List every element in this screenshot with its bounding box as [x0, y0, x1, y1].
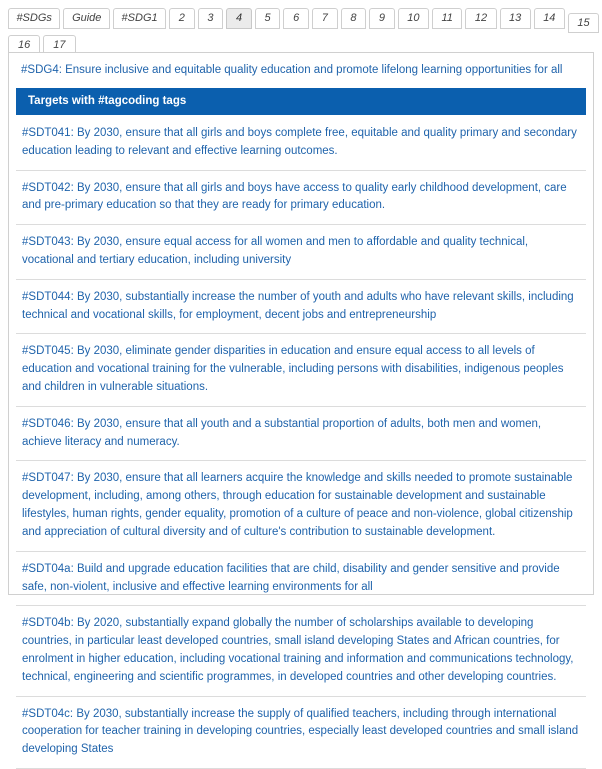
target-row: #SDT04c: By 2030, substantially increase the supply of qualified teachers, including through international cooperation for teacher training in developing countries, especially least developed countries and small island developing States	[16, 697, 586, 769]
tab-6[interactable]: 6	[283, 8, 309, 29]
tab-9[interactable]: 9	[369, 8, 395, 29]
tab-10[interactable]: 10	[398, 8, 429, 29]
tab-8[interactable]: 8	[341, 8, 367, 29]
content-panel	[8, 52, 594, 756]
target-row: #SDT04a: Build and upgrade education facilities that are child, disability and gender sensitive and provide safe, non-violent, inclusive and effective learning environments for all	[16, 552, 586, 607]
target-row: #SDT04b: By 2020, substantially expand globally the number of scholarships available to developing countries, in particular least developed countries, small island developing States and African countries, for enrolment in higher education, including vocational training and information and communications technology, technical, engineering and scientific programmes, in developed countries and other developing countries.	[16, 606, 586, 696]
tab-12[interactable]: 12	[465, 8, 496, 29]
target-row: #SDT046: By 2030, ensure that all youth and a substantial proportion of adults, both men and women, achieve literacy and numeracy.	[16, 407, 586, 462]
tab-guide[interactable]: Guide	[63, 8, 110, 29]
tab-4[interactable]: 4	[226, 8, 252, 29]
target-row: #SDT041: By 2030, ensure that all girls and boys complete free, equitable and quality primary and secondary education leading to relevant and effective learning outcomes.	[16, 115, 586, 171]
tab-17[interactable]: 17	[43, 35, 75, 56]
tab-5[interactable]: 5	[255, 8, 281, 29]
tab-sdg1[interactable]: #SDG1	[113, 8, 166, 29]
tab-16[interactable]: 16	[8, 35, 40, 56]
tab-15[interactable]: 15	[568, 13, 599, 33]
tab-7[interactable]: 7	[312, 8, 338, 29]
tab-3[interactable]: 3	[198, 8, 224, 29]
tab-strip	[0, 0, 602, 56]
tab-sdgs[interactable]: #SDGs	[8, 8, 60, 29]
tab-14[interactable]: 14	[534, 8, 565, 29]
target-row: #SDT045: By 2030, eliminate gender disparities in education and ensure equal access to all levels of education and vocational training for the vulnerable, including persons with disabilities, indigenous peoples and children in vulnerable situations.	[16, 334, 586, 406]
target-list	[9, 115, 593, 769]
target-row: #SDT043: By 2030, ensure equal access for all women and men to affordable and quality technical, vocational and tertiary education, including university	[16, 225, 586, 280]
page-title: #SDG4: Ensure inclusive and equitable quality education and promote lifelong learning opportunities for all	[21, 64, 563, 76]
target-row: #SDT044: By 2030, substantially increase the number of youth and adults who have relevant skills, including technical and vocational skills, for employment, decent jobs and entrepreneurship	[16, 280, 586, 335]
tab-11[interactable]: 11	[432, 8, 462, 29]
target-row: #SDT042: By 2030, ensure that all girls and boys have access to quality early childhood development, care and pre-primary education so that they are ready for primary education.	[16, 171, 586, 226]
target-row: #SDT047: By 2030, ensure that all learners acquire the knowledge and skills needed to promote sustainable development, including, among others, through education for sustainable development and sustainable lifestyles, human rights, gender equality, promotion of a culture of peace and non-violence, global citizenship and appreciation of cultural diversity and of culture's contribution to sustainable development.	[16, 461, 586, 551]
tab-2[interactable]: 2	[169, 8, 195, 29]
tab-13[interactable]: 13	[500, 8, 531, 29]
tab-row-primary	[8, 4, 602, 29]
section-header-targets: Targets with #tagcoding tags	[16, 88, 586, 115]
